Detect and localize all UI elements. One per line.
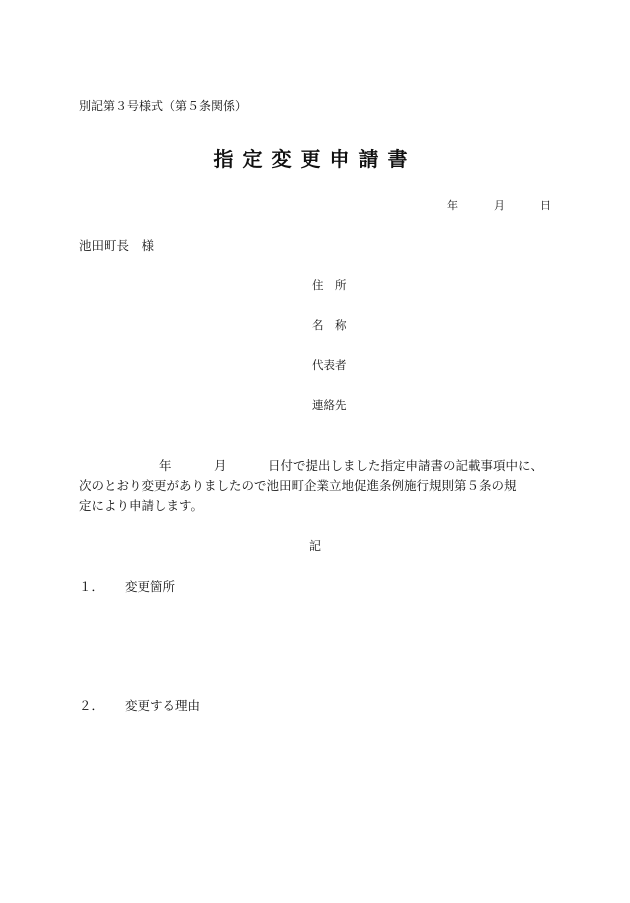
- body-line-1-text: 日付で提出しました指定申請書の記載事項中に、: [268, 458, 544, 473]
- body-month-label: 月: [214, 458, 227, 473]
- applicant-address-label: 住 所: [312, 278, 347, 292]
- page-title: 指定変更申請書: [213, 147, 417, 171]
- body-line-2: 次のとおり変更がありましたので池田町企業立地促進条例施行規則第５条の規: [79, 478, 517, 493]
- date-day-label: 日: [540, 199, 551, 212]
- date-month-label: 月: [494, 199, 505, 212]
- date-year-label: 年: [447, 199, 458, 212]
- applicant-representative-label: 代表者: [312, 358, 347, 372]
- form-reference: 別記第３号様式（第５条関係）: [79, 99, 248, 113]
- item-number: １．: [79, 579, 105, 594]
- item-label: 変更箇所: [125, 579, 176, 594]
- body-line-3: 定により申請します。: [79, 498, 204, 513]
- addressee: 池田町長 様: [79, 238, 155, 253]
- body-year-label: 年: [159, 458, 172, 473]
- item-label: 変更する理由: [125, 698, 201, 713]
- applicant-contact-label: 連絡先: [312, 398, 347, 412]
- ki-heading: 記: [309, 539, 322, 553]
- applicant-name-label: 名 称: [312, 318, 347, 332]
- item-number: ２．: [79, 698, 105, 713]
